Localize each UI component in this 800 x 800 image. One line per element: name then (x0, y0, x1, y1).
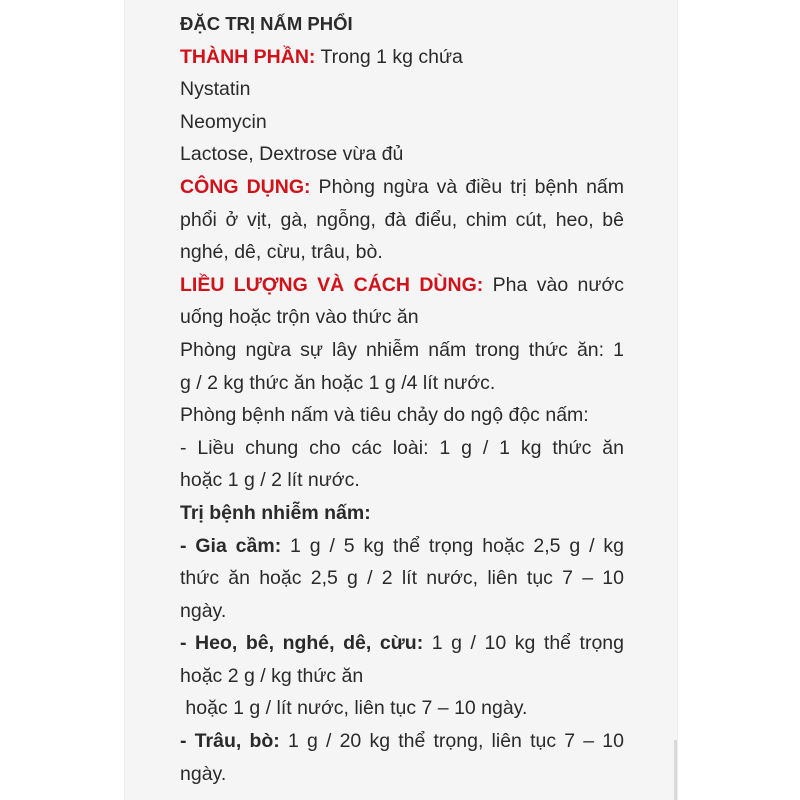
treatment-heading: Trị bệnh nhiễm nấm: (180, 501, 371, 524)
scroll-edge (674, 740, 677, 800)
dosage-label: LIỀU LƯỢNG VÀ CÁCH DÙNG: (180, 273, 484, 296)
pig-label: - Heo, bê, nghé, dê, cừu: (180, 632, 424, 655)
buffalo-label: - Trâu, bò: (180, 730, 280, 753)
ingredient-item: Lactose, Dextrose vừa đủ (180, 143, 404, 166)
pig-text: 1 g / 10 kg thể trọng (423, 632, 625, 655)
poultry-line: thức ăn hoặc 2,5 g / 2 lít nước, liên tục 7 – 10 (180, 567, 624, 590)
document-title: ĐẶC TRỊ NẤM PHỔI (180, 13, 353, 34)
buffalo-text: 1 g / 20 kg thể trọng, liên tục 7 – 10 (279, 730, 624, 753)
poultry-text: 1 g / 5 kg thể trọng hoặc 2,5 g / kg (281, 534, 624, 557)
uses-line: nghé, dê, cừu, trâu, bò. (180, 241, 383, 264)
dosage-line: uống hoặc trộn vào thức ăn (180, 306, 419, 329)
uses-line (180, 171, 624, 204)
pig-line (180, 627, 624, 660)
ingredient-item: Nystatin (180, 78, 251, 101)
general-dose-line: - Liều chung cho các loài: 1 g / 1 kg thức ăn (180, 436, 624, 459)
poultry-line (180, 530, 624, 563)
uses-label: CÔNG DỤNG: (180, 175, 311, 198)
ingredient-item: Neomycin (180, 110, 267, 133)
prevention-line: Phòng ngừa sự lây nhiễm nấm trong thức ăn: 1 (180, 338, 624, 361)
buffalo-line: ngày. (180, 762, 227, 785)
pig-line: hoặc 1 g / lít nước, liên tục 7 – 10 ngày. (180, 697, 528, 720)
ingredients-line (180, 41, 624, 74)
left-margin (0, 0, 124, 800)
prevention-line: g / 2 kg thức ăn hoặc 1 g /4 lít nước. (180, 371, 496, 394)
buffalo-line (180, 725, 624, 758)
uses-line: phổi ở vịt, gà, ngỗng, đà điểu, chim cút, heo, bê (180, 208, 624, 231)
disease-prevention-line: Phòng bệnh nấm và tiêu chảy do ngộ độc nấm: (180, 404, 589, 427)
dosage-text: Pha vào nước (483, 273, 624, 296)
ingredients-label: THÀNH PHẦN: (180, 45, 316, 68)
general-dose-line: hoặc 1 g / 2 lít nước. (180, 469, 360, 492)
uses-text: Phòng ngừa và điều trị bệnh nấm (310, 175, 624, 198)
dosage-line (180, 269, 624, 302)
document-body (180, 8, 624, 790)
poultry-label: - Gia cầm: (180, 534, 282, 557)
right-margin (676, 0, 800, 800)
ingredients-text: Trong 1 kg chứa (315, 45, 463, 68)
pig-line: hoặc 2 g / kg thức ăn (180, 664, 364, 687)
poultry-line: ngày. (180, 599, 227, 622)
document-page (124, 0, 678, 800)
